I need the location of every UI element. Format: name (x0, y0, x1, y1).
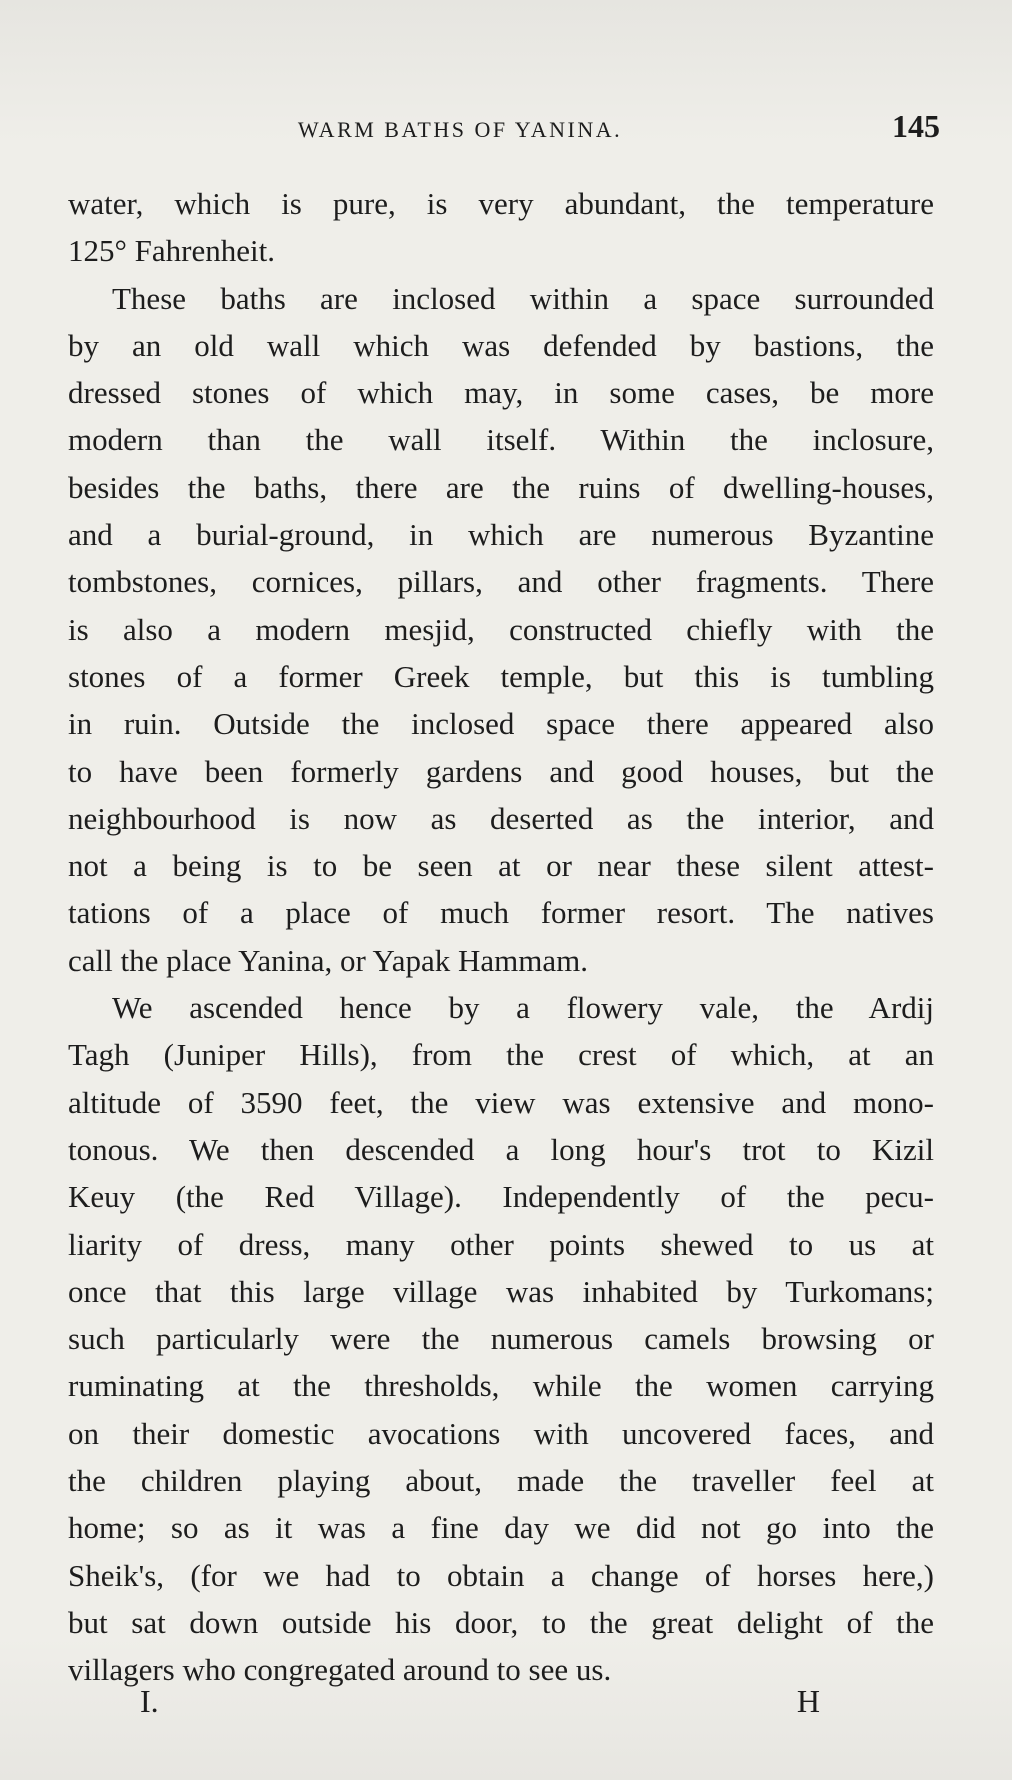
running-head (70, 108, 940, 148)
text-line: such particularly were the numerous camels browsing or (68, 1321, 934, 1357)
text-line: ruminating at the thresholds, while the women carrying (68, 1368, 934, 1404)
text-line: water, which is pure, is very abundant, the temperature (68, 186, 934, 221)
text-line: Tagh (Juniper Hills), from the crest of which, at an (68, 1037, 934, 1073)
text-line: We ascended hence by a flowery vale, the Ardij (112, 990, 934, 1026)
signature-gathering-mark: H (796, 1683, 820, 1719)
text-line: in ruin. Outside the inclosed space there appeared also (68, 706, 934, 742)
text-line: liarity of dress, many other points shewed to us at (68, 1226, 934, 1262)
text-line: to have been formerly gardens and good houses, but the (68, 753, 934, 789)
text-line: tations of a place of much former resort. The natives (68, 895, 934, 931)
text-line: but sat down outside his door, to the great delight of the (68, 1604, 934, 1640)
text-line: Sheik's, (for we had to obtain a change of horses here,) (68, 1557, 934, 1593)
page-number: 145 (892, 108, 940, 144)
signature-volume-mark: I. (140, 1683, 159, 1719)
text-line: villagers who congregated around to see us. (68, 1652, 612, 1688)
text-line: on their domestic avocations with uncovered faces, and (68, 1415, 934, 1451)
text-line: call the place Yanina, or Yapak Hammam. (68, 942, 588, 978)
text-line: tombstones, cornices, pillars, and other fragments. There (68, 564, 934, 600)
text-line: stones of a former Greek temple, but this is tumbling (68, 658, 934, 694)
body-text (68, 180, 934, 1694)
text-line: altitude of 3590 feet, the view was extensive and mono- (68, 1084, 934, 1120)
text-line: neighbourhood is now as deserted as the interior, and (68, 800, 934, 836)
text-line: These baths are inclosed within a space surrounded (112, 280, 934, 316)
text-line: home; so as it was a fine day we did not go into the (68, 1510, 934, 1546)
text-line: is also a modern mesjid, constructed chiefly with the (68, 611, 934, 647)
text-line: besides the baths, there are the ruins of dwelling-houses, (68, 469, 934, 505)
running-title: WARM BATHS OF YANINA. (297, 117, 623, 142)
text-line: Keuy (the Red Village). Independently of the pecu- (68, 1179, 934, 1215)
text-line: 125° Fahrenheit. (68, 233, 275, 269)
text-line: the children playing about, made the traveller feel at (68, 1463, 934, 1499)
text-line: dressed stones of which may, in some cases, be more (68, 375, 934, 411)
text-line: tonous. We then descended a long hour's trot to Kizil (68, 1131, 934, 1167)
text-line: by an old wall which was defended by bastions, the (68, 327, 934, 363)
text-line: once that this large village was inhabited by Turkomans; (68, 1273, 934, 1309)
text-line: not a being is to be seen at or near these silent attest- (68, 848, 934, 884)
text-line: and a burial-ground, in which are numerous Byzantine (68, 517, 934, 553)
text-line: modern than the wall itself. Within the inclosure, (68, 422, 934, 458)
